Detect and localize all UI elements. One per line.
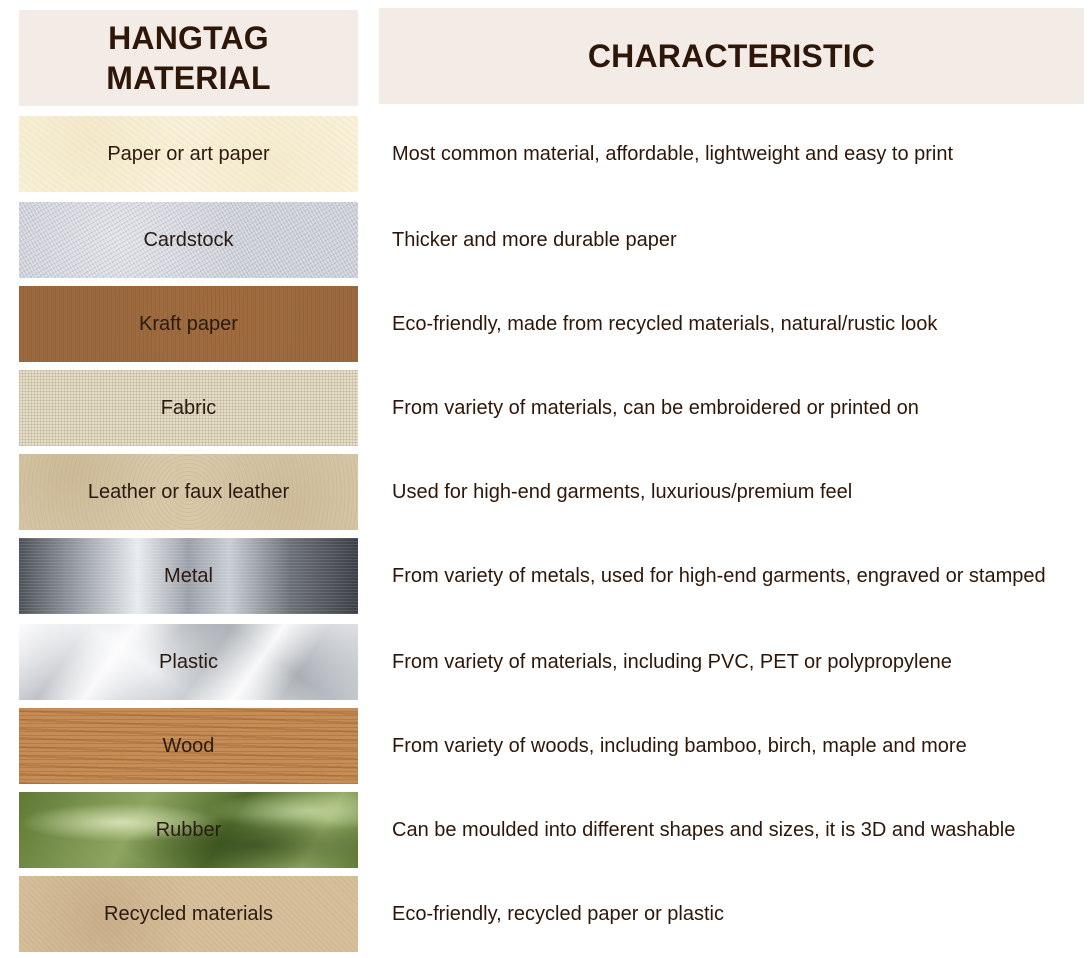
- table-row: [0, 792, 1092, 868]
- material-swatch-wood: [19, 708, 358, 784]
- characteristic-text: From variety of woods, including bamboo, birch, maple and more: [392, 735, 967, 757]
- characteristic-text: From variety of materials, including PVC, PET or polypropylene: [392, 651, 952, 673]
- material-swatch-recycled: [19, 876, 358, 952]
- characteristic-text: Eco-friendly, made from recycled materials, natural/rustic look: [392, 313, 938, 335]
- header-material: [19, 10, 358, 106]
- table-row: [0, 370, 1092, 446]
- material-swatch-leather: [19, 454, 358, 530]
- table-row: [0, 708, 1092, 784]
- table-row: [0, 454, 1092, 530]
- material-swatch-fabric: [19, 370, 358, 446]
- material-label: Wood: [162, 734, 215, 757]
- material-swatch-cardstock: [19, 202, 358, 278]
- table-row: [0, 286, 1092, 362]
- header-characteristic: [379, 8, 1084, 104]
- material-label: Kraft paper: [139, 312, 238, 335]
- material-label: Recycled materials: [104, 902, 273, 925]
- table-row: [0, 876, 1092, 952]
- header-material-label: HANGTAG MATERIAL: [106, 20, 271, 96]
- material-label: Rubber: [155, 818, 222, 841]
- material-swatch-paper: [19, 116, 358, 192]
- material-swatch-metal: [19, 538, 358, 614]
- material-swatch-plastic: [19, 624, 358, 700]
- material-label: Fabric: [160, 396, 217, 419]
- characteristic-text: Used for high-end garments, luxurious/premium feel: [392, 481, 853, 503]
- characteristic-text: Can be moulded into different shapes and sizes, it is 3D and washable: [392, 819, 1016, 841]
- material-swatch-kraft: [19, 286, 358, 362]
- material-swatch-rubber: [19, 792, 358, 868]
- material-label: Plastic: [159, 650, 218, 673]
- material-label: Metal: [164, 564, 213, 587]
- table-row: [0, 116, 1092, 192]
- characteristic-text: From variety of metals, used for high-end garments, engraved or stamped: [392, 565, 1046, 587]
- characteristic-text: Eco-friendly, recycled paper or plastic: [392, 903, 724, 925]
- table-row: [0, 538, 1092, 614]
- material-label: Paper or art paper: [107, 142, 270, 165]
- characteristic-text: From variety of materials, can be embroidered or printed on: [392, 397, 919, 419]
- characteristic-text: Most common material, affordable, lightweight and easy to print: [392, 143, 954, 165]
- header-characteristic-label: CHARACTERISTIC: [587, 38, 876, 74]
- material-label: Cardstock: [143, 228, 234, 251]
- table-row: [0, 624, 1092, 700]
- characteristic-text: Thicker and more durable paper: [392, 229, 677, 251]
- table-row: [0, 202, 1092, 278]
- material-label: Leather or faux leather: [87, 480, 290, 503]
